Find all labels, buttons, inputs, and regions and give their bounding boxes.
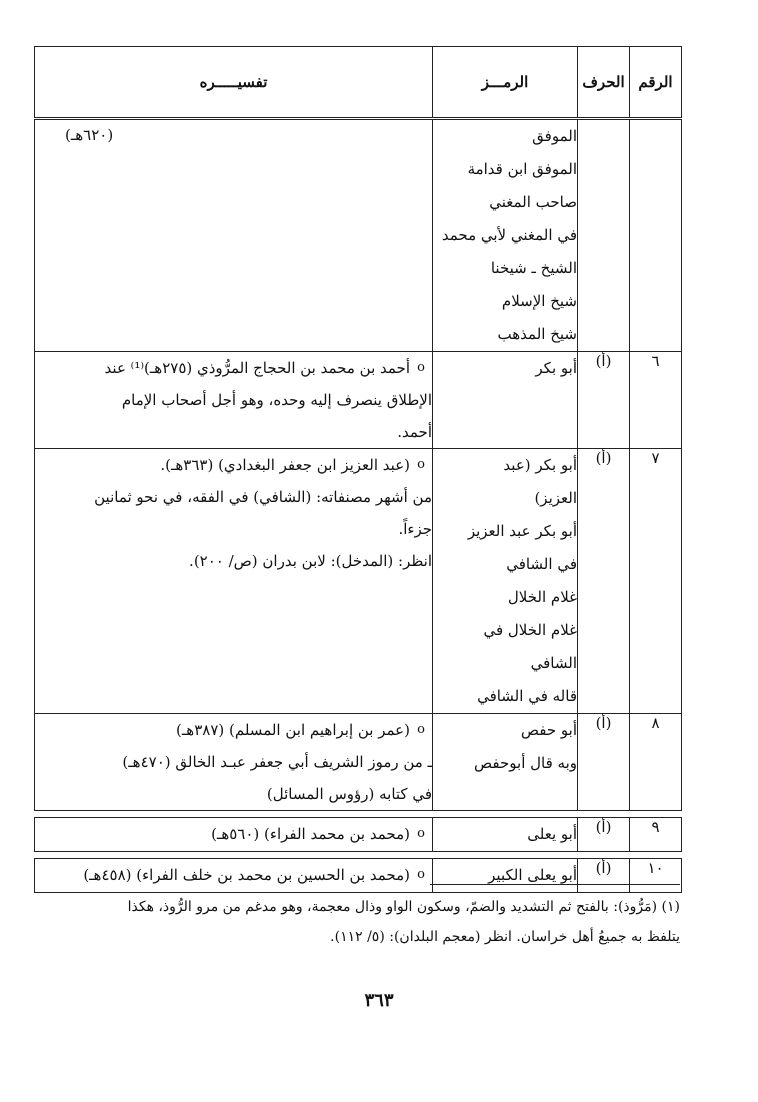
footnote-line: يتلفظ به جميعُ أهل خراسان. انظر (معجم البلدان): (٥/ ١١٢). — [330, 929, 680, 945]
row-gap — [35, 811, 682, 818]
table-row — [35, 714, 682, 811]
symbol-line: أبو بكر عبد العزيز — [467, 522, 577, 540]
description-line: أحمد بن محمد بن الحجاج المرُّوذي (٢٧٥هـ)⁽¹⁾ عند — [104, 359, 410, 377]
symbol-line: أبو حفص — [520, 721, 577, 739]
description-line: (محمد بن محمد الفراء) (٥٦٠هـ) — [211, 825, 410, 843]
bullet-marker: o — [417, 360, 425, 375]
symbol-line: غلام الخلال — [507, 588, 577, 606]
symbol-line: صاحب المغني — [489, 193, 577, 211]
header-number: الرقم — [630, 47, 682, 119]
symbol-line: في المغني لأبي محمد — [441, 226, 577, 244]
description-line: أحمد. — [397, 423, 432, 441]
row-description — [35, 859, 433, 893]
row-letter: (أ) — [578, 818, 630, 852]
table-row — [35, 449, 682, 714]
row-gap — [35, 852, 682, 859]
row-letter: (أ) — [578, 859, 630, 893]
bullet-marker: o — [417, 867, 425, 882]
row-letter: (أ) — [578, 449, 630, 714]
symbol-line: أبو بكر — [535, 359, 577, 377]
symbol-line: الموفق — [532, 127, 577, 145]
symbol-line: الشيخ ـ شيخنا — [490, 259, 577, 277]
row-symbols — [433, 818, 578, 852]
row-description — [35, 119, 433, 352]
row-number: ٨ — [630, 714, 682, 811]
row-number: ٧ — [630, 449, 682, 714]
table-row — [35, 352, 682, 449]
row-number: ٦ — [630, 352, 682, 449]
symbol-line: الموفق ابن قدامة — [467, 160, 577, 178]
header-symbol: الرمـــز — [433, 47, 578, 119]
symbol-line: في الشافي — [506, 555, 577, 573]
description-line: انظر: (المدخل): لابن بدران (ص/ ٢٠٠). — [189, 552, 432, 570]
abbreviations-table — [34, 46, 682, 893]
symbol-line: العزيز) — [534, 489, 577, 507]
description-line: من أشهر مصنفاته: (الشافي) في الفقه، في نحو ثمانين — [94, 488, 432, 506]
footnote-line: (١) (مَرُّوذ): بالفتح ثم التشديد والضمّ، وسكون الواو وذال معجمة، وهو مدغم من مرو الرُّوذ، هكذا — [127, 899, 680, 915]
page-number: ٣٦٣ — [364, 990, 394, 1011]
bullet-marker: o — [417, 826, 425, 841]
header-letter: الحرف — [578, 47, 630, 119]
table-row — [35, 119, 682, 352]
table-header-row — [35, 47, 682, 119]
symbol-line: أبو يعلى — [527, 825, 577, 843]
row-symbols — [433, 449, 578, 714]
symbol-line: شيخ المذهب — [497, 325, 577, 343]
row-number — [630, 119, 682, 352]
header-description: تفسيـــــره — [35, 47, 433, 119]
symbol-line: غلام الخلال في — [483, 621, 577, 639]
description-line: (عبد العزيز ابن جعفر البغدادي) (٣٦٣هـ). — [160, 456, 410, 474]
bullet-marker: o — [417, 457, 425, 472]
description-line: (محمد بن الحسين بن محمد بن خلف الفراء) (٤٥٨هـ) — [83, 866, 410, 884]
row-description — [35, 352, 433, 449]
table-row — [35, 859, 682, 893]
row-symbols — [433, 119, 578, 352]
symbol-line: قاله في الشافي — [477, 687, 577, 705]
description-line: جزءاً. — [398, 520, 432, 538]
symbol-line: أبو يعلى الكبير — [488, 866, 577, 884]
symbol-line: وبه قال أبوحفص — [474, 754, 577, 772]
table-row — [35, 818, 682, 852]
row-letter: (أ) — [578, 352, 630, 449]
row-gap-cell — [35, 811, 682, 818]
description-line: (عمر بن إبراهيم ابن المسلم) (٣٨٧هـ) — [176, 721, 410, 739]
row-symbols — [433, 859, 578, 893]
footnote — [40, 892, 680, 952]
row-symbols — [433, 352, 578, 449]
row-gap-cell — [35, 852, 682, 859]
row-number: ١٠ — [630, 859, 682, 893]
symbol-line: أبو بكر (عبد — [503, 456, 577, 474]
row-letter — [578, 119, 630, 352]
death-year: (٦٢٠هـ) — [65, 126, 114, 144]
row-description — [35, 818, 433, 852]
symbol-line: الشافي — [530, 654, 577, 672]
footnote-separator — [430, 884, 680, 885]
row-symbols — [433, 714, 578, 811]
row-description — [35, 714, 433, 811]
description-line: ـ من رموز الشريف أبي جعفر عبـد الخالق (٤٧٠هـ) — [122, 753, 432, 771]
description-line: الإطلاق ينصرف إليه وحده، وهو أجل أصحاب الإمام — [121, 391, 432, 409]
row-letter: (أ) — [578, 714, 630, 811]
description-line: في كتابه (رؤوس المسائل) — [266, 785, 432, 803]
symbol-line: شيخ الإسلام — [501, 292, 577, 310]
bullet-marker: o — [417, 722, 425, 737]
row-number: ٩ — [630, 818, 682, 852]
row-description — [35, 449, 433, 714]
